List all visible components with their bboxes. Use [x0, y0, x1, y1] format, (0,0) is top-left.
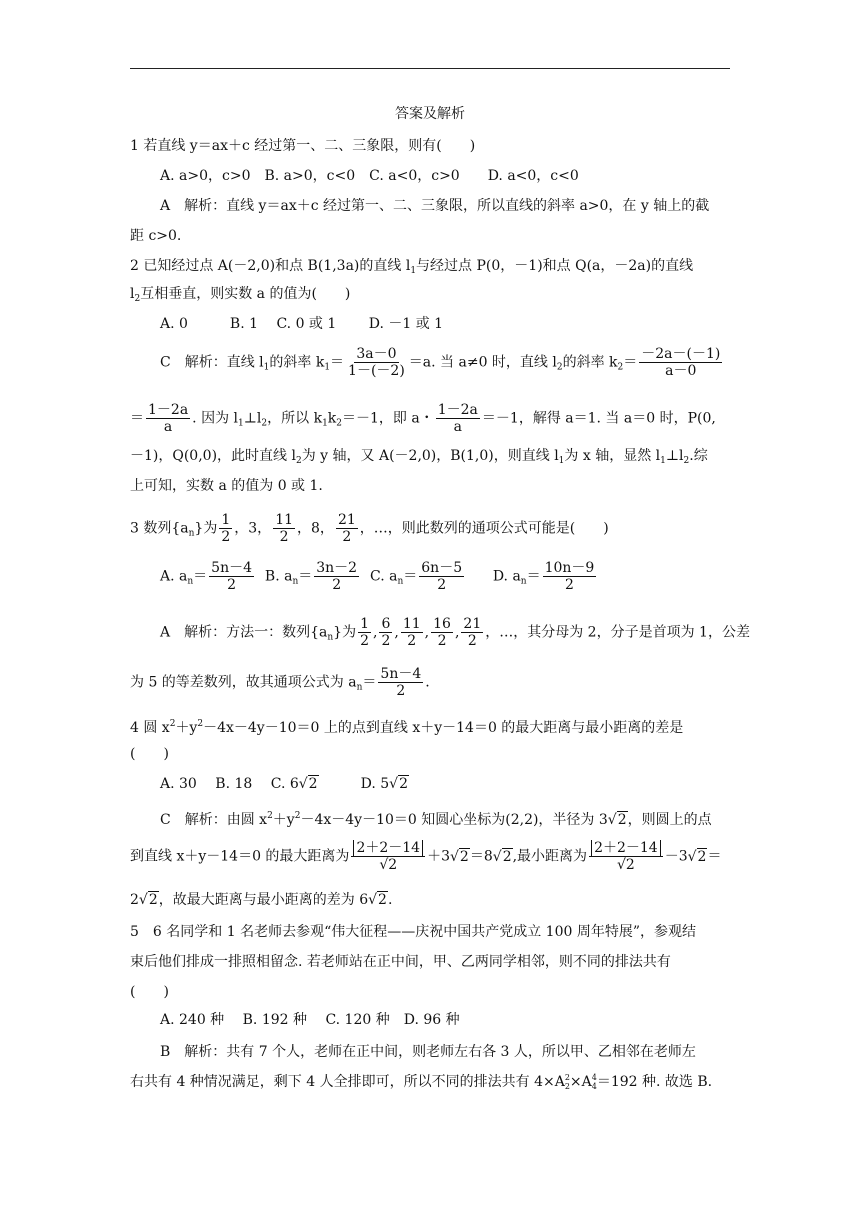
- slope-fraction-1: $\frac{3a-0}{1-(-2)}$: [348, 346, 405, 380]
- q1-answer-line1: A 解析：直线 y＝ax＋c 经过第一、二、三象限，所以直线的斜率 a>0，在 y 轴上的截: [160, 198, 710, 214]
- q3-options: A. $a_n=$ $\frac{5n-4}{2}$ B. $a_n=$ $\frac{3n-2}{2}$ C. $a_n=$ $\frac{6n-5}{2}$ D. $a_n=$ $\frac{10n-9}{2}$: [160, 560, 595, 594]
- q4-stem-line1: 4 圆 $x^2+y^2-4x-4y-10=0$ 上的点到直线 x＋y－14＝0 的最大距离与最小距离的差是: [130, 719, 684, 736]
- slope-fraction-4: $\frac{1-2a}{a}$: [437, 402, 478, 436]
- q2-answer-line1: C 解析：直线 $l_1$的斜率 $k_1=$ $\frac{3a-0}{1-(-2)}$ ＝a. 当 a≠0 时，直线 $l_2$的斜率 $k_2=$ $\frac{-2a-(-1)}{a-0}$: [160, 346, 721, 380]
- slope-fraction-2: $\frac{-2a-(-1)}{a-0}$: [641, 346, 721, 380]
- q2-options: A. 0 B. 1 C. 0 或 1 D. －1 或 1: [160, 316, 444, 332]
- header-rule: [130, 68, 730, 69]
- q1-answer-line2: 距 c>0.: [130, 228, 182, 244]
- q5-stem-line1: 5 6 名同学和 1 名老师去参观“伟大征程——庆祝中国共产党成立 100 周年特展”，参观结: [130, 924, 697, 940]
- slope-fraction-3: $\frac{1-2a}{a}$: [148, 402, 189, 436]
- q3-answer-line2: 为 5 的等差数列，故其通项公式为 $a_n=$ $\frac{5n-4}{2}$ .: [130, 666, 430, 700]
- q5-answer-line2: 右共有 4 种情况满足，剩下 4 人全排即可，所以不同的排法共有 4×A 2 2 ×A 4 4 ＝192 种. 故选 B.: [130, 1073, 713, 1091]
- q2-stem-line1: 2 已知经过点 A(－2,0)和点 B(1,3a)的直线 $l_1$与经过点 P(0，－1)和点 Q(a，－2a)的直线: [130, 258, 694, 276]
- q4-options: A. 30 B. 18 C. 6√2 D. 5√2: [160, 776, 408, 792]
- q2-answer-line3: －1)，Q(0,0)，此时直线 $l_2$为 y 轴，又 A(－2,0)，B(1,0)，则直线 $l_1$为 x 轴，显然 $l_1\perp l_2$.综: [130, 448, 708, 466]
- q5-options: A. 240 种 B. 192 种 C. 120 种 D. 96 种: [160, 1012, 460, 1028]
- q2-stem-line2: $l_2$互相垂直，则实数 a 的值为( ): [130, 286, 351, 304]
- q5-stem-line3: ( ): [130, 984, 169, 1000]
- q4-answer-line1: C 解析：由圆 $x^2+y^2-4x-4y-10=0$ 知圆心坐标为(2,2)，半径为 3√2，则圆上的点: [160, 811, 712, 828]
- q1-stem: 1 若直线 y＝ax＋c 经过第一、二、三象限，则有( ): [130, 138, 476, 154]
- page-title: 答案及解析: [395, 106, 465, 122]
- q4-answer-line2: 到直线 x＋y－14＝0 的最大距离为 $\frac{2+2-14}{√2}$ ＋3√2＝8√2,最小距离为 $\frac{2+2-14}{√2}$ －3√2＝: [130, 840, 722, 874]
- q2-answer-line4: 上可知，实数 a 的值为 0 或 1.: [130, 478, 323, 494]
- q5-answer-line1: B 解析：共有 7 个人，老师在正中间，则老师左右各 3 人，所以甲、乙相邻在老师左: [160, 1044, 696, 1060]
- q2-answer-line2: ＝ $\frac{1-2a}{a}$ . 因为 $l_1\perp l_2$，所以 $k_1k_2=-1$，即 a・ $\frac{1-2a}{a}$ ＝－1，解得 a＝1. 当 a＝0 时，P(0,: [130, 402, 716, 436]
- q3-stem: 3 数列$\{a_n\}$为 $\frac{1}{2}$ ，3， $\frac{11}{2}$ ，8， $\frac{21}{2}$ ，…，则此数列的通项公式可能是( ): [130, 512, 609, 546]
- q4-answer-line3: 2√2，故最大距离与最小距离的差为 6√2.: [130, 892, 393, 908]
- q1-options: A. a>0，c>0 B. a>0，c<0 C. a<0，c>0 D. a<0，c<0: [160, 168, 579, 184]
- q3-answer-line1: A 解析：方法一：数列$\{a_n\}$为 $\frac{1}{2}$ , $\frac{6}{2}$ , $\frac{11}{2}$ , $\frac{16}{2}$ , $\frac{21}{2}$ ，…，其分母为 2，分子是首项为 1，公差: [160, 616, 750, 650]
- q4-stem-line2: ( ): [130, 746, 169, 762]
- q5-stem-line2: 束后他们排成一排照相留念. 若老师站在正中间，甲、乙两同学相邻，则不同的排法共有: [130, 954, 671, 970]
